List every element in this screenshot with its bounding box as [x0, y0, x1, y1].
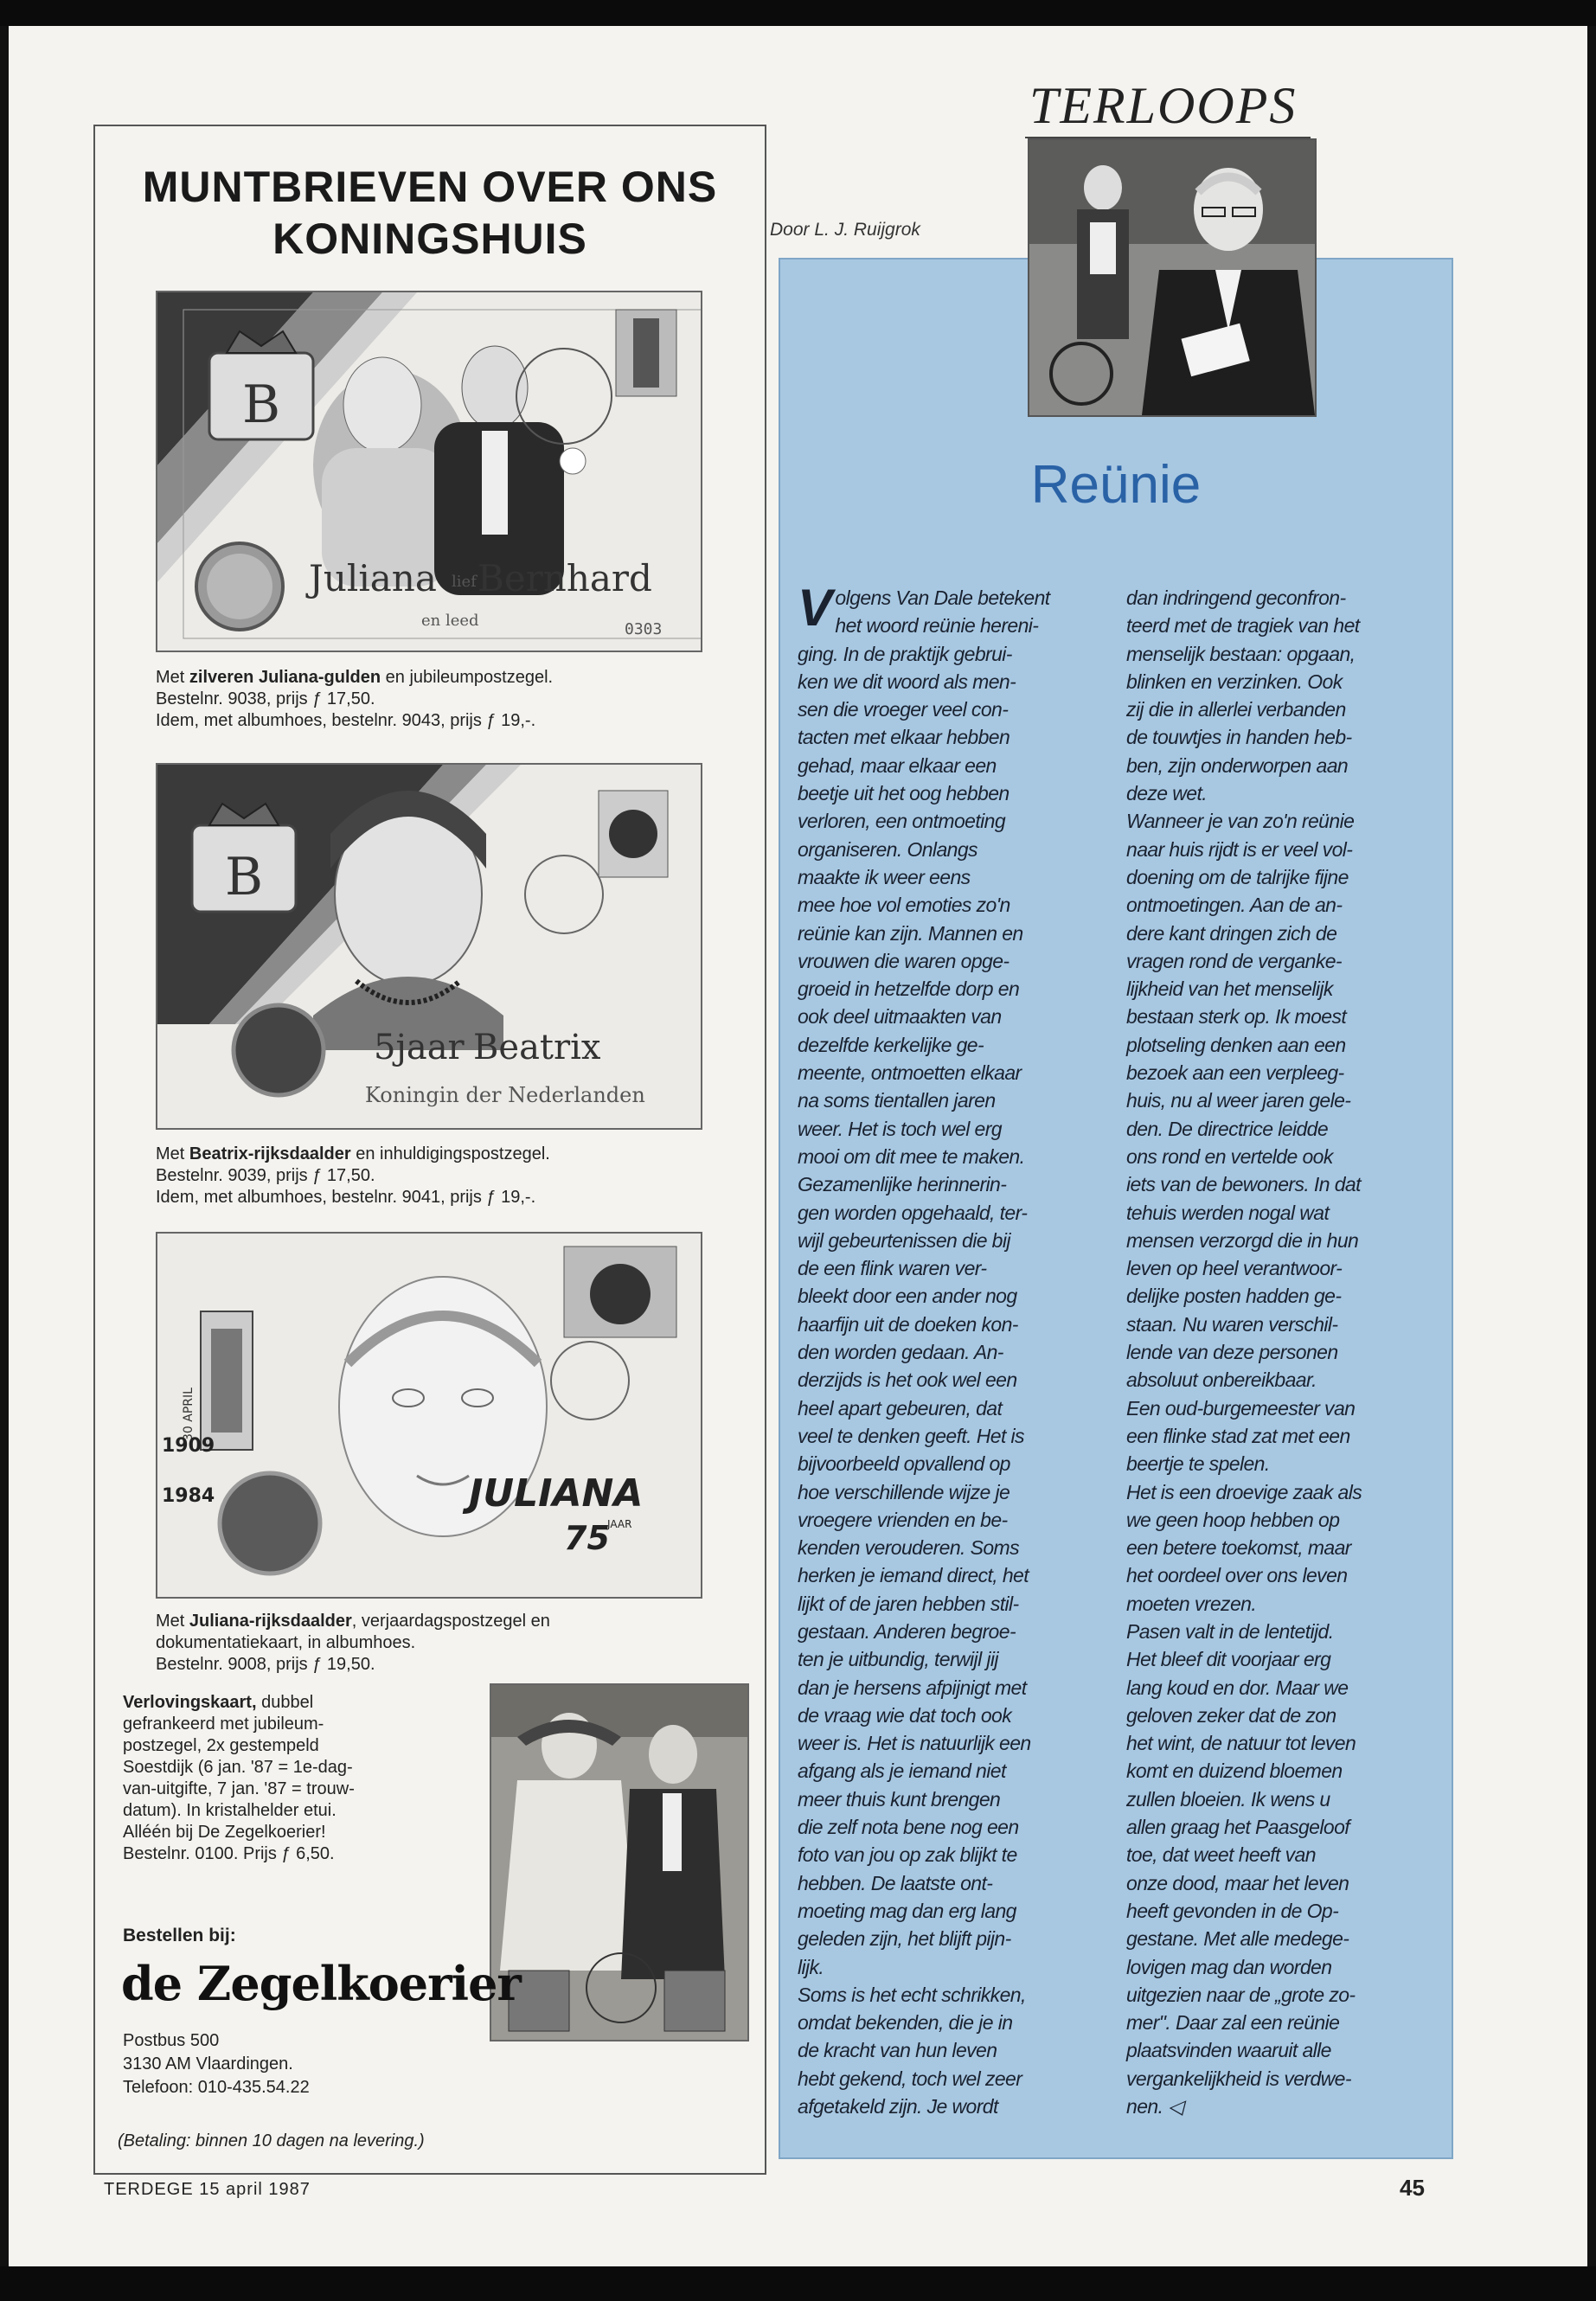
cover2-5jaar: 5jaar — [374, 1028, 465, 1067]
article-line: de kracht van hun leven — [798, 2039, 997, 2062]
article-line: moeting mag dan erg lang — [798, 1899, 1016, 1922]
section-title: TERLOOPS — [1029, 77, 1298, 134]
article-line: ging. In de praktijk gebrui- — [798, 642, 1012, 665]
article-line: gestane. Met alle medege- — [1126, 1927, 1349, 1951]
cover-juliana-bernhard — [156, 291, 702, 652]
article-line: bezoek aan een verpleeg- — [1126, 1061, 1344, 1085]
article-line: leven op heel verantwoor- — [1126, 1257, 1343, 1280]
article-line: dan je hersens afpijnigt met — [798, 1676, 1027, 1699]
cover1-lief: lief — [452, 573, 477, 591]
ad-title — [95, 161, 765, 265]
article-line: Het bleef dit voorjaar erg — [1126, 1648, 1331, 1671]
article-line: absoluut onbereikbaar. — [1126, 1368, 1317, 1392]
article-line: derzijds is het ook wel een — [798, 1368, 1017, 1392]
article-line: vroegere vrienden en be- — [798, 1508, 1008, 1531]
article-line: lang koud en dor. Maar we — [1126, 1676, 1349, 1699]
article-line: naar huis rijdt is er veel vol- — [1126, 837, 1353, 861]
cover3-year1: 1909 — [162, 1435, 215, 1457]
article-line: we geen hoop hebben op — [1126, 1508, 1340, 1531]
article-line: vrouwen die waren opge- — [798, 949, 1010, 972]
article-line: weer is. Het is natuurlijk een — [798, 1732, 1031, 1755]
article-line: Een oud-burgemeester van — [1126, 1396, 1356, 1420]
article-line: doening om de talrijke fijne — [1126, 865, 1349, 888]
article-line: een flinke stad zat met een — [1126, 1424, 1350, 1447]
article-line: mensen verzorgd die in hun — [1126, 1228, 1359, 1252]
cover1-en-leed: en leed — [421, 612, 479, 630]
article-line: vragen rond de verganke- — [1126, 949, 1342, 972]
article-line: mer". Daar zal een reünie — [1126, 2011, 1340, 2035]
article-line: Wanneer je van zo'n reünie — [1126, 810, 1355, 833]
article-line: omdat bekenden, die je in — [798, 2011, 1013, 2035]
article-line: meente, ontmoetten elkaar — [798, 1061, 1022, 1085]
article-line: tehuis werden nogal wat — [1126, 1201, 1330, 1224]
article-line: nen. ◁ — [1126, 2095, 1183, 2118]
column-panel — [779, 258, 1453, 2159]
article-line: bestaan sterk op. Ik moest — [1126, 1005, 1347, 1029]
article-line: gestaan. Anderen begroe- — [798, 1619, 1016, 1643]
article-line: een betere toekomst, maar — [1126, 1536, 1351, 1560]
article-line: plaatsvinden waaruit alle — [1126, 2039, 1331, 2062]
article-line: na soms tientallen jaren — [798, 1089, 996, 1112]
article-line: organiseren. Onlangs — [798, 837, 977, 861]
page-number: 45 — [1400, 2175, 1425, 2201]
article-line: uitgezien naar de „grote zo- — [1126, 1983, 1356, 2006]
engagement-product: Verlovingskaart, — [123, 1693, 257, 1712]
article-line: tacten met elkaar hebben — [798, 726, 1010, 749]
article-line: onze dood, maar het leven — [1126, 1871, 1349, 1894]
article-line: foto van jou op zak blijkt te — [798, 1843, 1017, 1867]
item2-product: Beatrix-rijksdaalder — [189, 1144, 351, 1163]
article-line: groeid in hetzelfde dorp en — [798, 977, 1020, 1001]
scan-border-bottom — [0, 2266, 1596, 2301]
article-line: het woord reünie hereni- — [835, 614, 1039, 638]
article-column-left — [798, 579, 1105, 2120]
article-line: zij die in allerlei verbanden — [1126, 698, 1346, 721]
author-photo — [1028, 138, 1317, 417]
article-line: lende van deze personen — [1126, 1341, 1338, 1364]
article-line: sen die vroeger veel con- — [798, 698, 1009, 721]
article-line: lijkheid van het menselijk — [1126, 977, 1333, 1001]
article-line: hebt gekend, toch wel zeer — [798, 2067, 1022, 2090]
article-line: dezelfde kerkelijke ge- — [798, 1033, 984, 1056]
cover3-age: 75 — [564, 1519, 610, 1557]
cover1-bernhard: Bernhard — [478, 557, 652, 599]
article-line: staan. Nu waren verschil- — [1126, 1312, 1338, 1336]
article-line: iets van de bewoners. In dat — [1126, 1173, 1361, 1196]
scan-border-top — [0, 0, 1596, 26]
article-line: geloven zeker dat de zon — [1126, 1703, 1336, 1727]
article-line: vergankelijkheid is verdwe- — [1126, 2067, 1351, 2090]
article-line: lijk. — [798, 1955, 824, 1978]
article-line: blinken en verzinken. Ook — [1126, 670, 1343, 693]
item3-caption: Met Juliana-rijksdaalder, verjaardagspostzegel en dokumentatiekaart, in albumhoes. Bestelnr. 9008, prijs ƒ 19,50. — [156, 1612, 550, 1674]
magazine-page — [9, 26, 1587, 2266]
svg-text:B: B — [241, 375, 281, 435]
item3-product: Juliana-rijksdaalder — [189, 1612, 352, 1631]
byline: Door L. J. Ruijgrok — [770, 220, 920, 240]
article-line: huis, nu al weer jaren gele- — [1126, 1089, 1351, 1112]
article-line: wijl gebeurtenissen die bij — [798, 1228, 1010, 1252]
cover3-year2: 1984 — [162, 1485, 215, 1507]
item2-caption: Met Beatrix-rijksdaalder en inhuldigingspostzegel. Bestelnr. 9039, prijs ƒ 17,50. Idem, met albumhoes, bestelnr. 9041, prijs ƒ 19,-. — [156, 1144, 550, 1207]
article-line: reünie kan zijn. Mannen en — [798, 921, 1023, 945]
svg-text:B: B — [224, 847, 264, 907]
article-line: ben, zijn onderworpen aan — [1126, 753, 1349, 777]
article-line: herken je iemand direct, het — [798, 1564, 1029, 1587]
article-line: het wint, de natuur tot leven — [1126, 1732, 1356, 1755]
article-line: beertje te spelen. — [1126, 1452, 1270, 1476]
article-line: dan indringend geconfron- — [1126, 586, 1346, 609]
article-line: ten je uitbundig, terwijl jij — [798, 1648, 998, 1671]
engagement-card-photo — [490, 1683, 749, 2041]
article-line: menselijk bestaan: opgaan, — [1126, 642, 1356, 665]
article-line: komt en duizend bloemen — [1126, 1759, 1343, 1783]
item1-product: zilveren Juliana-gulden — [189, 668, 381, 687]
article-line: Het is een droevige zaak als — [1126, 1480, 1362, 1503]
article-line: het oordeel over ons leven — [1126, 1564, 1348, 1587]
article-line: kenden verouderen. Soms — [798, 1536, 1019, 1560]
article-line: ken we dit woord als men- — [798, 670, 1016, 693]
article-line: dere kant dringen zich de — [1126, 921, 1337, 945]
zegelkoerier-logo: de Zegelkoerier — [121, 1956, 521, 2011]
article-line: Soms is het echt schrikken, — [798, 1983, 1026, 2006]
article-line: de een flink waren ver- — [798, 1257, 987, 1280]
article-line: afgetakeld zijn. Je wordt — [798, 2095, 998, 2118]
order-address: Postbus 500 3130 AM Vlaardingen. Telefoon: 010-435.54.22 — [123, 2031, 310, 2097]
article-line: bleekt door een ander nog — [798, 1285, 1017, 1308]
article-line: de vraag wie dat toch ook — [798, 1703, 1012, 1727]
article-line: meer thuis kunt brengen — [798, 1787, 1001, 1811]
article-first-line: olgens Van Dale betekent — [835, 586, 1050, 609]
cover3-jaar: JAAR — [607, 1518, 632, 1530]
article-line: veel te denken geeft. Het is — [798, 1424, 1024, 1447]
article-line: maakte ik weer eens — [798, 865, 971, 888]
drop-cap: V — [798, 579, 832, 637]
article-line: lovigen mag dan worden — [1126, 1955, 1332, 1978]
cover2-koningin: Koningin der Nederlanden — [365, 1083, 645, 1107]
cover3-juliana: JULIANA — [469, 1471, 644, 1516]
article-line: heel apart gebeuren, dat — [798, 1396, 1003, 1420]
article-line: verloren, een ontmoeting — [798, 810, 1006, 833]
article-line: moeten vrezen. — [1126, 1592, 1257, 1615]
article-line: gen worden opgehaald, ter- — [798, 1201, 1028, 1224]
cover-beatrix — [156, 763, 702, 1130]
article-line: weer. Het is toch wel erg — [798, 1117, 1002, 1140]
article-line: den. De directrice leidde — [1126, 1117, 1329, 1140]
article-line: teerd met de tragiek van het — [1126, 614, 1360, 638]
article-line: plotseling denken aan een — [1126, 1033, 1346, 1056]
article-line: lijkt of de jaren hebben stil- — [798, 1592, 1019, 1615]
order-heading: Bestellen bij: — [123, 1926, 236, 1945]
cover1-number: 0303 — [625, 620, 663, 638]
article-line: zullen bloeien. Ik wens u — [1126, 1787, 1330, 1811]
article-line: mee hoe vol emoties zo'n — [798, 894, 1010, 917]
payment-terms: (Betaling: binnen 10 dagen na levering.) — [118, 2131, 425, 2150]
article-line: ons rond en vertelde ook — [1126, 1144, 1333, 1168]
cover-juliana-75 — [156, 1232, 702, 1599]
article-line: ontmoetingen. Aan de an- — [1126, 894, 1343, 917]
article-line: heeft gevonden in de Op- — [1126, 1899, 1339, 1922]
article-line: de touwtjes in handen heb- — [1126, 726, 1352, 749]
article-line: geleden zijn, het blijft pijn- — [798, 1927, 1011, 1951]
article-line: den worden gedaan. An- — [798, 1341, 1003, 1364]
ad-title-line1: MUNTBRIEVEN OVER ONS — [142, 163, 718, 211]
engagement-card-description: Verlovingskaart, dubbel gefrankeerd met jubileum- postzegel, 2x gestempeld Soestdijk (6 jan. '87 = 1e-dag- van-uitgifte, 7 jan. '87 = trouw- datum). In kristalhelder etui. Alléén bij De Zegelkoerier! Bestelnr. 0100. Prijs ƒ 6,50. — [123, 1693, 355, 1863]
article-headline: Reünie — [1030, 455, 1202, 515]
article-line: Gezamenlijke herinnerin- — [798, 1173, 1007, 1196]
item1-caption: Met zilveren Juliana-gulden en jubileumpostzegel. Bestelnr. 9038, prijs ƒ 17,50. Idem, met albumhoes, bestelnr. 9043, prijs ƒ 19,-. — [156, 668, 554, 730]
article-line: Pasen valt in de lentetijd. — [1126, 1619, 1334, 1643]
article-line: ook deel uitmaakten van — [798, 1005, 1002, 1029]
cover2-beatrix: Beatrix — [473, 1028, 601, 1067]
ad-title-line2: KONINGSHUIS — [272, 215, 587, 263]
article-line: deze wet. — [1126, 782, 1208, 805]
article-line: allen graag het Paasgeloof — [1126, 1816, 1350, 1839]
article-line: gehad, maar elkaar een — [798, 753, 997, 777]
article-line: hebben. De laatste ont- — [798, 1871, 993, 1894]
article-line: die zelf nota bene nog een — [798, 1816, 1019, 1839]
publication-footer: TERDEGE 15 april 1987 — [104, 2180, 311, 2199]
article-line: hoe verschillende wijze je — [798, 1480, 1010, 1503]
article-line: mooi om dit mee te maken. — [798, 1144, 1025, 1168]
coin-letters-advertisement — [93, 125, 766, 2175]
article-line: toe, dat weet heeft van — [1126, 1843, 1316, 1867]
article-line: delijke posten hadden ge- — [1126, 1285, 1342, 1308]
article-line: haarfijn uit de doeken kon- — [798, 1312, 1018, 1336]
article-column-right — [1126, 584, 1433, 2120]
cover1-juliana: Juliana — [309, 557, 437, 599]
article-line: afgang als je iemand niet — [798, 1759, 1006, 1783]
cover3-april: 30 APRIL — [182, 1388, 195, 1441]
article-line: bijvoorbeeld opvallend op — [798, 1452, 1010, 1476]
article-line: beetje uit het oog hebben — [798, 782, 1010, 805]
